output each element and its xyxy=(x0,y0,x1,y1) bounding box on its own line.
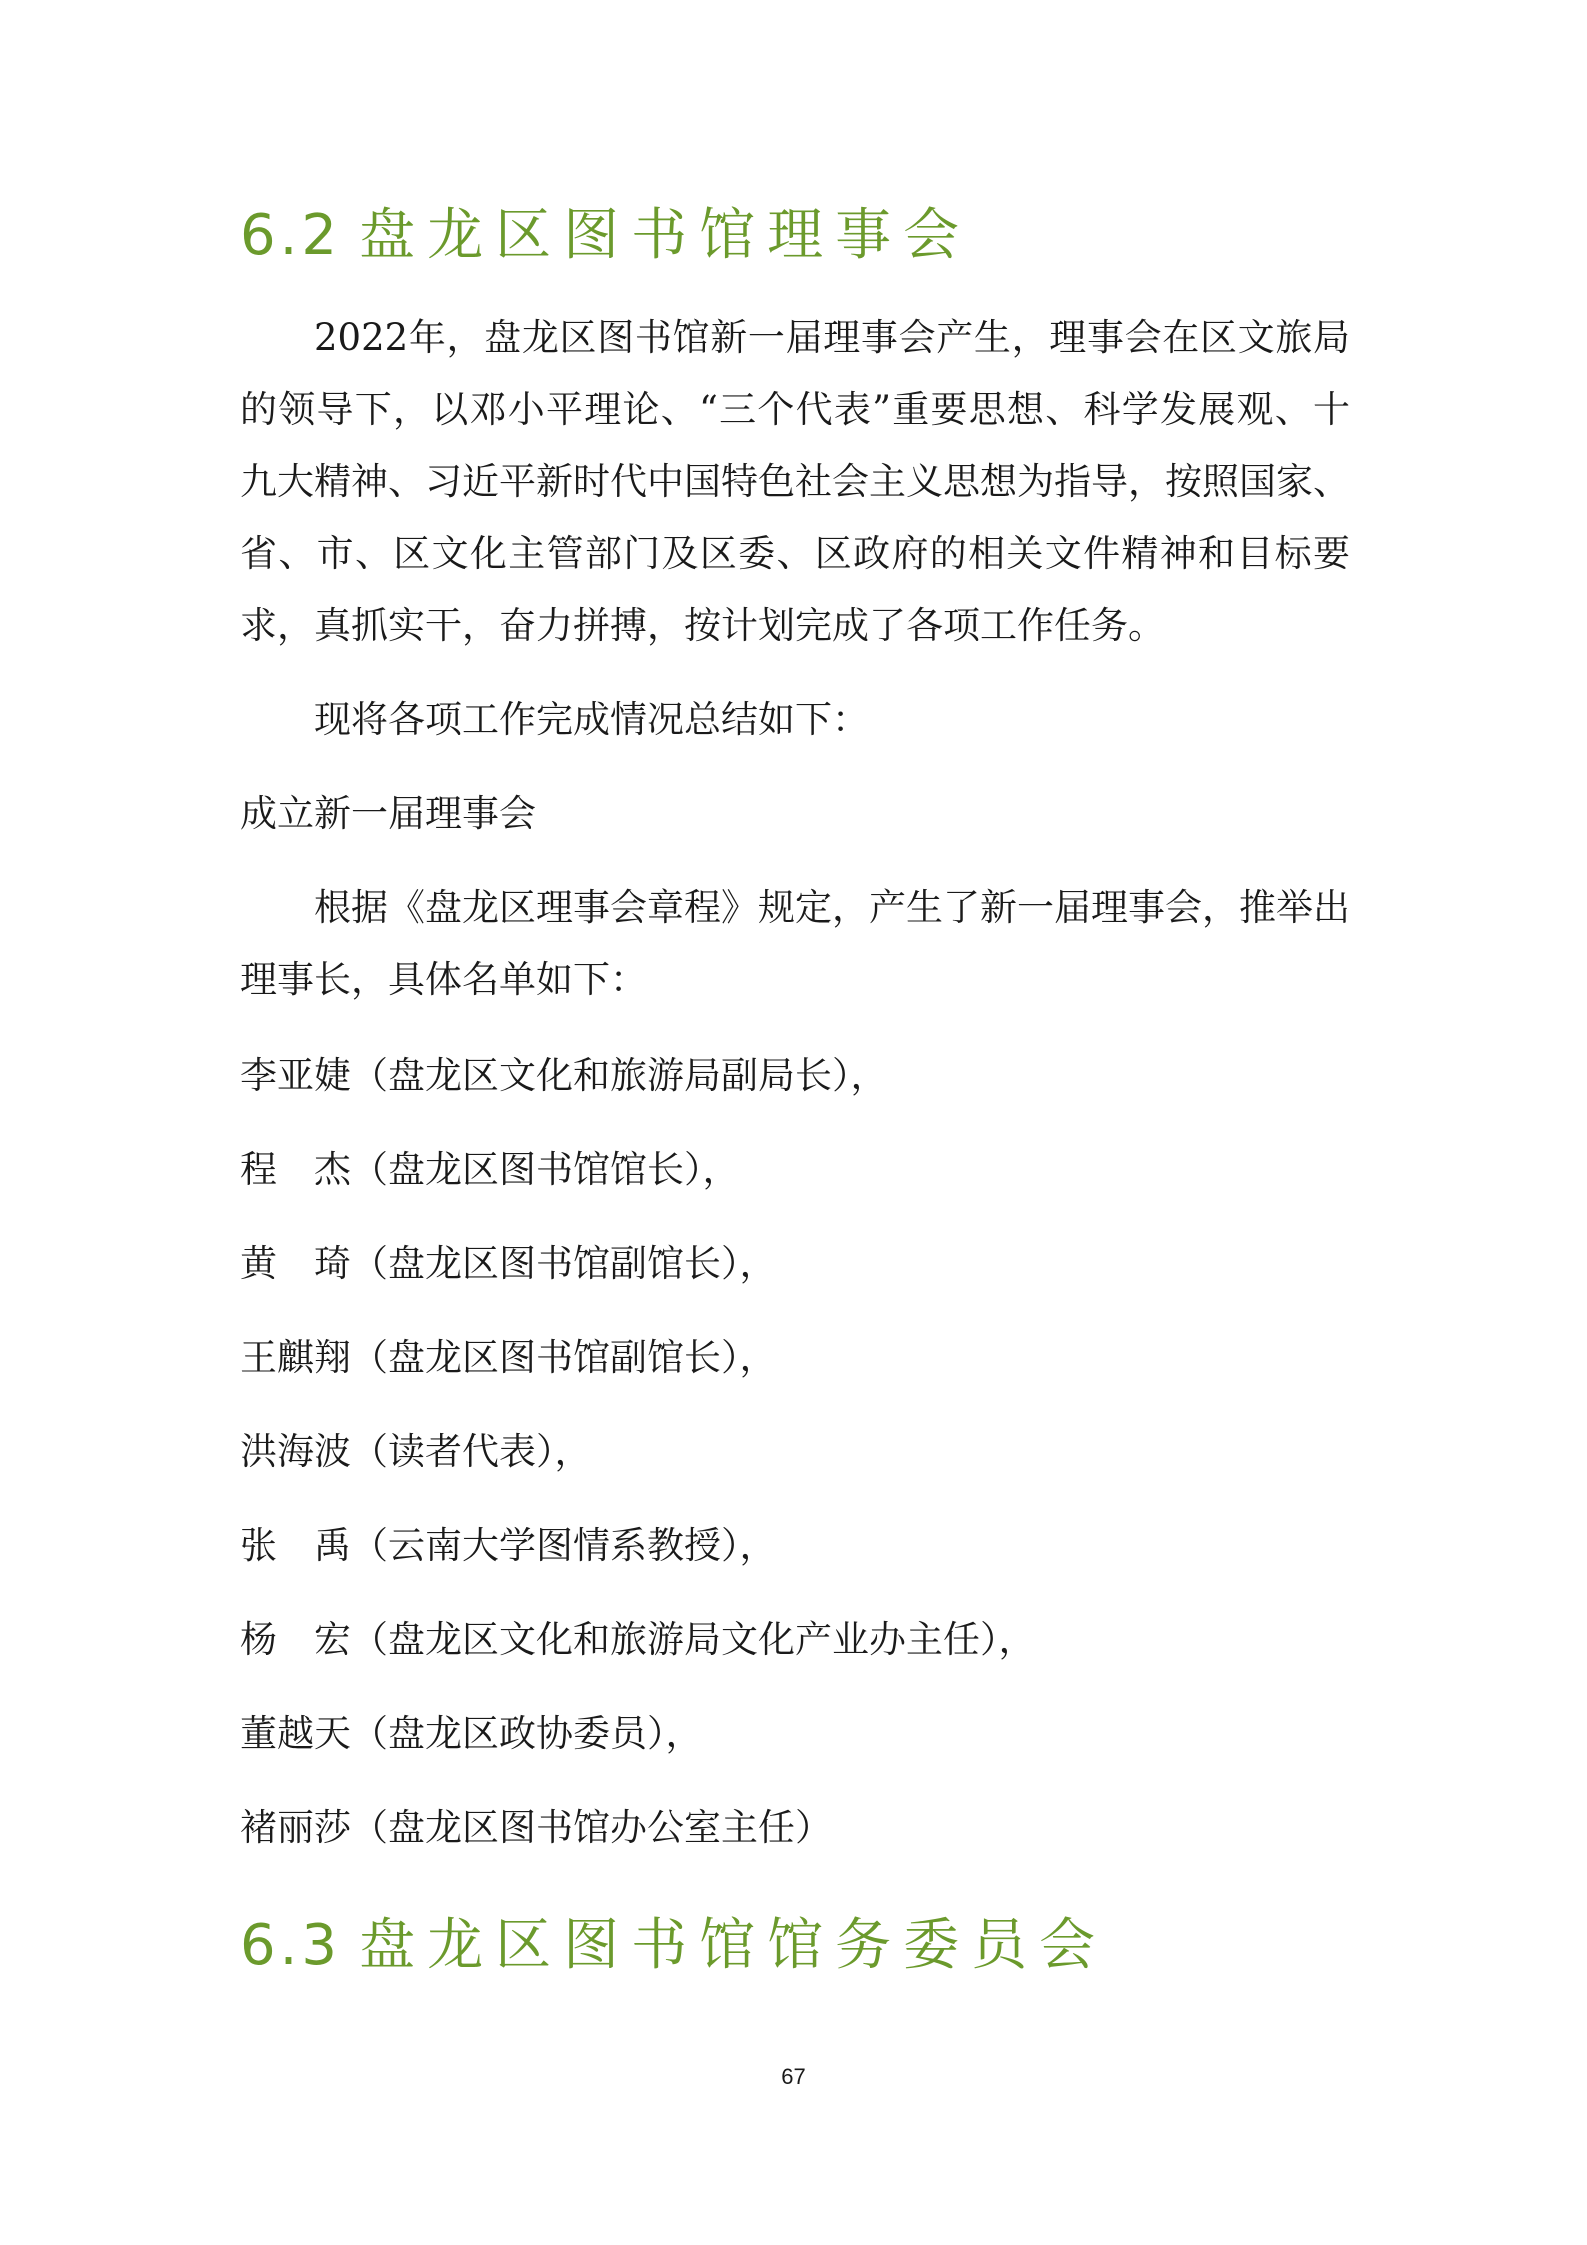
member-name: 王麒翔 xyxy=(240,1336,351,1379)
subheading: 成立新一届理事会 xyxy=(240,792,536,835)
member-line xyxy=(240,1604,1036,1676)
member-name: 褚丽莎 xyxy=(240,1806,351,1849)
member-role: （读者代表）， xyxy=(351,1430,592,1473)
member-role: （盘龙区图书馆馆长）， xyxy=(351,1148,740,1191)
member-role: （盘龙区图书馆副馆长）， xyxy=(351,1336,777,1379)
member-name: 李亚婕 xyxy=(240,1054,351,1097)
member-role: （盘龙区文化和旅游局副局长）， xyxy=(351,1054,888,1097)
section-number: 6.3 xyxy=(240,1913,342,1978)
intro-paragraph: 2022年，盘龙区图书馆新一届理事会产生，理事会在区文旅局的领导下，以邓小平理论、“三个代表”重要思想、科学发展观、十九大精神、习近平新时代中国特色社会主义思想为指导，按照国家、省、市、区文化主管部门及区委、区政府的相关文件精神和目标要求，真抓实干，奋力拼搏，按计划完成了各项工作任务。 xyxy=(240,316,1350,647)
member-name: 黄琦 xyxy=(240,1242,351,1285)
summary-paragraph: 现将各项工作完成情况总结如下： xyxy=(314,698,869,741)
member-name: 洪海波 xyxy=(240,1430,351,1473)
member-line xyxy=(240,1698,703,1770)
member-line xyxy=(240,1228,777,1300)
member-name: 张禹 xyxy=(240,1524,351,1567)
section-number: 6.2 xyxy=(240,203,342,268)
member-name: 杨宏 xyxy=(240,1618,351,1661)
charter-paragraph: 根据《盘龙区理事会章程》规定，产生了新一届理事会，推举出理事长，具体名单如下： xyxy=(240,886,1350,1001)
member-role: （盘龙区图书馆办公室主任） xyxy=(351,1806,832,1849)
section-heading-6-2 xyxy=(240,203,972,268)
member-name: 董越天 xyxy=(240,1712,351,1755)
member-role: （盘龙区政协委员）， xyxy=(351,1712,703,1755)
member-line xyxy=(240,1134,740,1206)
member-role: （盘龙区文化和旅游局文化产业办主任）， xyxy=(351,1618,1036,1661)
member-name: 程杰 xyxy=(240,1148,351,1191)
member-line xyxy=(240,1416,592,1488)
member-role: （盘龙区图书馆副馆长）， xyxy=(351,1242,777,1285)
member-line xyxy=(240,1510,777,1582)
section-heading-6-3 xyxy=(240,1913,1108,1978)
section-title: 盘龙区图书馆理事会 xyxy=(359,203,972,268)
page-number: 67 xyxy=(781,2064,806,2089)
member-line xyxy=(240,1792,832,1864)
member-line xyxy=(240,1040,888,1112)
section-title: 盘龙区图书馆馆务委员会 xyxy=(359,1913,1108,1978)
member-line xyxy=(240,1322,777,1394)
member-role: （云南大学图情系教授）， xyxy=(351,1524,777,1567)
